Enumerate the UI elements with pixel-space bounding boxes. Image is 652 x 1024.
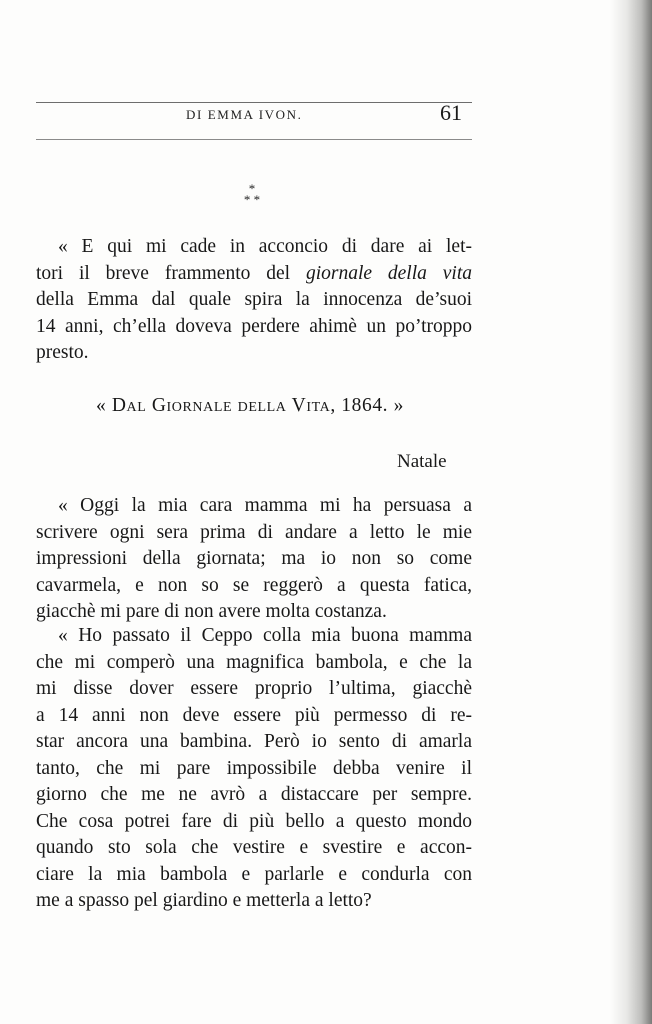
paragraph-line: star ancora una bambina. Però io sento di amarla xyxy=(36,731,472,752)
running-head: DI EMMA IVON. xyxy=(186,107,303,122)
paragraph-line: me a spasso pel giardino e metterla a letto? xyxy=(36,890,372,911)
paragraph-line: « Ho passato il Ceppo colla mia buona mamma xyxy=(58,625,472,646)
paragraph-line: scrivere ogni sera prima di andare a letto le mie xyxy=(36,521,472,543)
italic-title: giornale della vita xyxy=(305,262,473,284)
page-edge-shadow xyxy=(610,0,652,1024)
paragraph-line-part: tori il breve frammento del xyxy=(36,262,291,284)
paragraph-line: presto. xyxy=(36,342,89,363)
dateline: Natale xyxy=(397,451,447,472)
paragraph-line: 14 anni, ch’ella doveva perdere ahimè un po’troppo xyxy=(36,315,472,337)
paragraph-line: quando sto sola che vestire e svestire e accon- xyxy=(36,837,472,858)
asterism-top: * xyxy=(248,181,256,196)
paragraph-line: a 14 anni non deve essere più permesso di re- xyxy=(36,704,472,726)
paragraph-line: ciare la mia bambola e parlarle e condurla con xyxy=(36,863,472,885)
header-rule-top xyxy=(36,102,472,103)
paragraph-line: della Emma dal quale spira la innocenza de’suoi xyxy=(36,289,472,310)
asterism xyxy=(232,183,272,205)
paragraph-line: Che cosa potrei fare di più bello a questo mondo xyxy=(36,810,472,832)
section-heading: « Dal Giornale della Vita, 1864. » xyxy=(96,395,404,416)
paragraph-line: tanto, che mi pare impossibile debba venire il xyxy=(36,757,472,779)
paragraph-diary-1 xyxy=(36,493,472,626)
paragraph-line: « E qui mi cade in acconcio di dare ai let- xyxy=(58,236,472,257)
page-number: 61 xyxy=(440,100,462,125)
paragraph-line: giorno che me ne avrò a distaccare per sempre. xyxy=(36,784,472,805)
paragraph-line: impressioni della giornata; ma io non so come xyxy=(36,548,472,569)
paragraph-line: che mi comperò una magnifica bambola, e che la xyxy=(36,651,472,673)
paragraph-intro xyxy=(36,234,472,367)
paragraph-line: mi disse dover essere proprio l’ultima, giacchè xyxy=(36,678,472,699)
paragraph-line: « Oggi la mia cara mamma mi ha persuasa a xyxy=(58,495,472,516)
paragraph-line: cavarmela, e non so se reggerò a questa fatica, xyxy=(36,574,472,596)
paragraph-line xyxy=(36,261,472,288)
asterism-bottom: * * xyxy=(243,192,261,207)
paragraph-line: giacchè mi pare di non avere molta costanza. xyxy=(36,601,387,622)
header-rule-bottom xyxy=(36,139,472,140)
paragraph-diary-2 xyxy=(36,623,472,915)
